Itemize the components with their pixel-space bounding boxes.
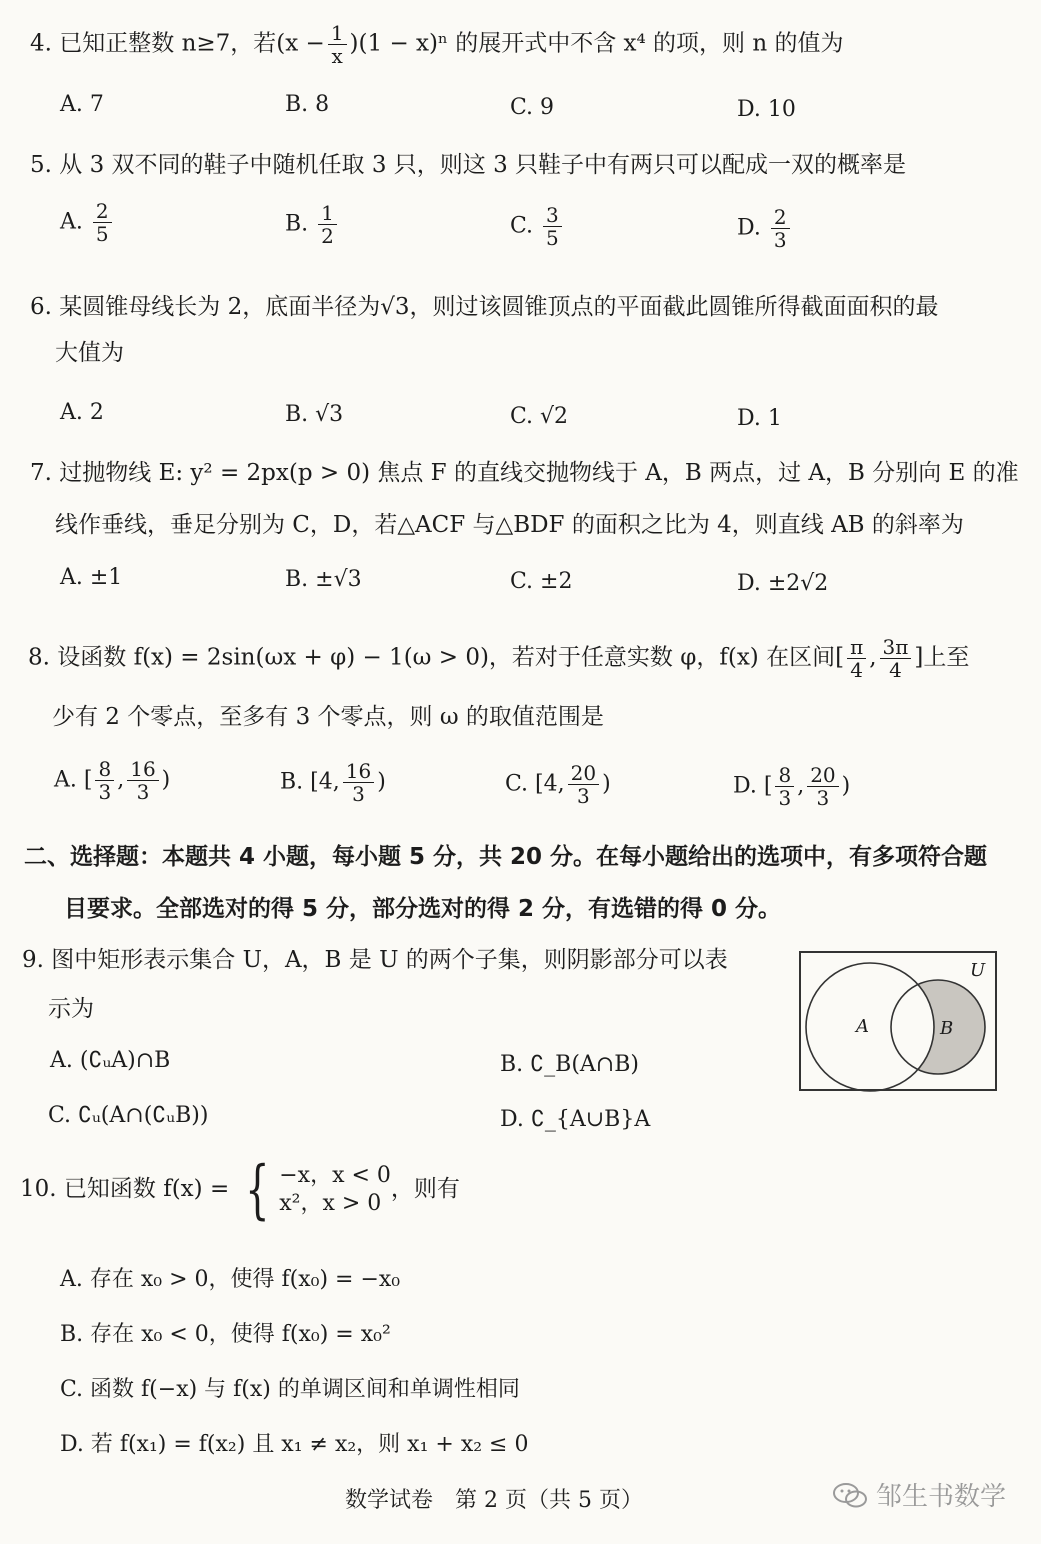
- q8-c-open: [: [535, 771, 544, 797]
- q8-a-l-den: 3: [98, 780, 112, 804]
- q10-stem-before: 10. 已知函数 f(x) =: [20, 1176, 230, 1202]
- q4-option-c: C. 9: [510, 95, 555, 120]
- venn-label-u: U: [970, 960, 986, 981]
- question-10-stem: [20, 1153, 460, 1227]
- watermark-text: 邹生书数学: [876, 1482, 1007, 1512]
- q8-option-c: C. [4, $\frac{20}{3}$ ): [505, 761, 611, 808]
- wechat-icon: [832, 1481, 868, 1509]
- q8-a-r-den: 3: [136, 780, 150, 804]
- q8-a-left: [95, 758, 114, 803]
- q8-c-r-den: 3: [577, 784, 590, 808]
- question-4-stem: [30, 22, 843, 67]
- q8-a-right: [127, 758, 158, 803]
- watermark: [832, 1476, 1006, 1513]
- q8-int-b-den: 4: [889, 658, 902, 682]
- q5-option-b: [285, 202, 340, 247]
- q5-a-fraction: [93, 200, 112, 245]
- q8-a-letter: A.: [54, 767, 77, 793]
- q8-d-left: [775, 764, 794, 809]
- q8-b-left: 4: [318, 769, 333, 795]
- q9-option-c: C. ∁ᵤ(A∩(∁ᵤB)): [48, 1103, 209, 1128]
- q8-int-b-num: 3π: [880, 636, 912, 659]
- q4-option-b: B. 8: [285, 92, 330, 117]
- shaded-region: [798, 950, 998, 1092]
- q8-b-r-num: 16: [343, 760, 374, 783]
- q5-option-c: [510, 204, 565, 249]
- q6-option-d: D. 1: [737, 406, 782, 431]
- question-6-stem-line1: 6. 某圆锥母线长为 2，底面半径为√3，则过该圆锥顶点的平面截此圆锥所得截面面积的最: [30, 294, 939, 320]
- q8-a-close: ): [161, 767, 171, 793]
- q7-option-b: B. ±√3: [285, 567, 362, 592]
- q5-c-den: 5: [546, 226, 559, 250]
- q8-a-open: [: [83, 767, 93, 793]
- q8-b-right: [343, 760, 374, 805]
- q5-d-fraction: [771, 206, 790, 251]
- q8-line1-before: 8. 设函数 f(x) = 2sin(ωx + φ) − 1(ω > 0)，若对于任意实数 φ，f(x) 在区间[: [28, 644, 845, 671]
- q5-c-letter: C.: [510, 213, 534, 239]
- q4-fraction: [328, 22, 347, 67]
- q7-option-c: C. ±2: [510, 569, 573, 594]
- q8-a-l-num: 8: [95, 758, 114, 781]
- q8-c-right: [568, 762, 599, 807]
- q7-option-d: D. ±2√2: [737, 571, 829, 596]
- q8-b-open: [: [310, 769, 319, 795]
- q4-stem-after: )(1 − x)ⁿ 的展开式中不含 x⁴ 的项，则 n 的值为: [349, 30, 844, 57]
- q6-option-c: C. √2: [510, 404, 569, 429]
- q5-option-a: [60, 200, 115, 245]
- q5-b-num: 1: [318, 202, 337, 225]
- q8-d-l-den: 3: [778, 786, 792, 810]
- q10-option-c: C. 函数 f(−x) 与 f(x) 的单调区间和单调性相同: [60, 1377, 520, 1402]
- q10-option-b: B. 存在 x₀ < 0，使得 f(x₀) = x₀²: [60, 1322, 391, 1347]
- q5-d-den: 3: [773, 228, 787, 252]
- q8-interval-right: [880, 636, 912, 681]
- q8-b-close: ): [377, 769, 386, 795]
- q5-b-letter: B.: [285, 211, 309, 237]
- q5-b-fraction: [318, 202, 337, 247]
- q8-line1-after: ]上至: [914, 644, 970, 671]
- q10-brace: {: [244, 1153, 270, 1227]
- q5-a-den: 5: [95, 222, 109, 246]
- q10-option-d: D. 若 f(x₁) = f(x₂) 且 x₁ ≠ x₂，则 x₁ + x₂ ≤ 0: [60, 1432, 529, 1457]
- q5-option-d: [737, 206, 793, 251]
- section-2-heading-line1: 二、选择题：本题共 4 小题，每小题 5 分，共 20 分。在每小题给出的选项中，有多项符合题: [24, 844, 988, 870]
- question-8-stem-line2: 少有 2 个零点，至多有 3 个零点，则 ω 的取值范围是: [52, 704, 604, 730]
- q8-d-right: [807, 764, 838, 809]
- q8-d-r-den: 3: [816, 786, 830, 810]
- q8-d-r-num: 20: [807, 764, 838, 787]
- q8-c-left: 4: [543, 771, 558, 797]
- q8-d-l-num: 8: [775, 764, 794, 787]
- q10-option-a: A. 存在 x₀ > 0，使得 f(x₀) = −x₀: [60, 1267, 401, 1292]
- question-9-stem-line1: 9. 图中矩形表示集合 U，A，B 是 U 的两个子集，则阴影部分可以表: [22, 947, 728, 973]
- question-6-stem-line2: 大值为: [55, 340, 124, 366]
- q8-option-b: B. [4, $\frac{16}{3}$ ): [280, 759, 386, 806]
- question-9-stem-line2: 示为: [48, 996, 94, 1022]
- q10-case-1: −x，x < 0: [279, 1163, 391, 1188]
- q8-b-r-den: 3: [352, 782, 365, 806]
- q5-c-num: 3: [543, 204, 562, 227]
- q9-option-b: B. ∁_B(A∩B): [500, 1052, 639, 1077]
- q7-option-a: A. ±1: [60, 565, 123, 590]
- q9-option-a: A. (∁ᵤA)∩B: [50, 1048, 171, 1073]
- q10-cases: [279, 1162, 391, 1218]
- q10-piecewise: [237, 1153, 391, 1227]
- q5-c-fraction: [543, 204, 562, 249]
- question-8-stem-line1: 8. 设函数 f(x) = 2sin(ωx + φ) − 1(ω > 0)，若对于任意实数 φ，f(x) 在区间[ $\frac{\pi}{4}$ , $\frac{3\pi}{4}$ ]上至: [28, 635, 970, 682]
- venn-diagram: [798, 950, 998, 1092]
- q6-option-a: A. 2: [60, 400, 104, 425]
- section-2-heading-line2: 目要求。全部选对的得 5 分，部分选对的得 2 分，有选错的得 0 分。: [64, 896, 782, 922]
- question-7-stem-line1: 7. 过抛物线 E: y² = 2px(p > 0) 焦点 F 的直线交抛物线于 A，B 两点，过 A，B 分别向 E 的准: [30, 460, 1019, 486]
- venn-svg: [798, 950, 998, 1092]
- q6-option-b: B. √3: [285, 402, 344, 427]
- q4-frac-den: x: [331, 44, 343, 68]
- q8-d-close: ): [841, 773, 851, 799]
- q4-stem-before: 4. 已知正整数 n≥7，若(x −: [30, 30, 325, 57]
- q10-stem-after: ，则有: [390, 1176, 460, 1202]
- q5-b-den: 2: [321, 224, 334, 248]
- q8-c-r-num: 20: [568, 762, 599, 785]
- question-7-stem-line2: 线作垂线，垂足分别为 C，D，若△ACF 与△BDF 的面积之比为 4，则直线 AB 的斜率为: [55, 512, 964, 538]
- venn-label-a: A: [856, 1016, 869, 1037]
- q8-interval-left: [847, 636, 866, 681]
- q8-b-letter: B.: [280, 769, 304, 795]
- q4-option-a: A. 7: [60, 92, 104, 117]
- q8-int-a-den: 4: [850, 658, 863, 682]
- venn-label-b: B: [940, 1018, 954, 1039]
- q10-case-2: x²，x > 0: [279, 1191, 382, 1216]
- q8-d-letter: D.: [733, 773, 757, 799]
- question-5-stem: 5. 从 3 双不同的鞋子中随机任取 3 只，则这 3 只鞋子中有两只可以配成一双的概率是: [30, 152, 907, 178]
- q8-int-a-num: π: [847, 636, 866, 659]
- q4-frac-num: 1: [328, 22, 347, 45]
- q9-option-d: D. ∁_{A∪B}A: [500, 1107, 651, 1132]
- q5-a-letter: A.: [60, 209, 83, 235]
- q8-c-close: ): [602, 771, 611, 797]
- q8-d-open: [: [763, 773, 773, 799]
- q4-option-d: D. 10: [737, 97, 796, 122]
- q8-c-letter: C.: [505, 771, 529, 797]
- q8-a-r-num: 16: [127, 758, 158, 781]
- q5-d-num: 2: [771, 206, 790, 229]
- q8-option-d: D. [ $\frac{8}{3}$ , $\frac{20}{3}$ ): [733, 763, 851, 810]
- page-footer: 数学试卷 第 2 页（共 5 页）: [345, 1488, 643, 1513]
- q8-option-a: A. [ $\frac{8}{3}$ , $\frac{16}{3}$ ): [54, 757, 171, 804]
- q5-d-letter: D.: [737, 215, 761, 241]
- q5-a-num: 2: [93, 200, 112, 223]
